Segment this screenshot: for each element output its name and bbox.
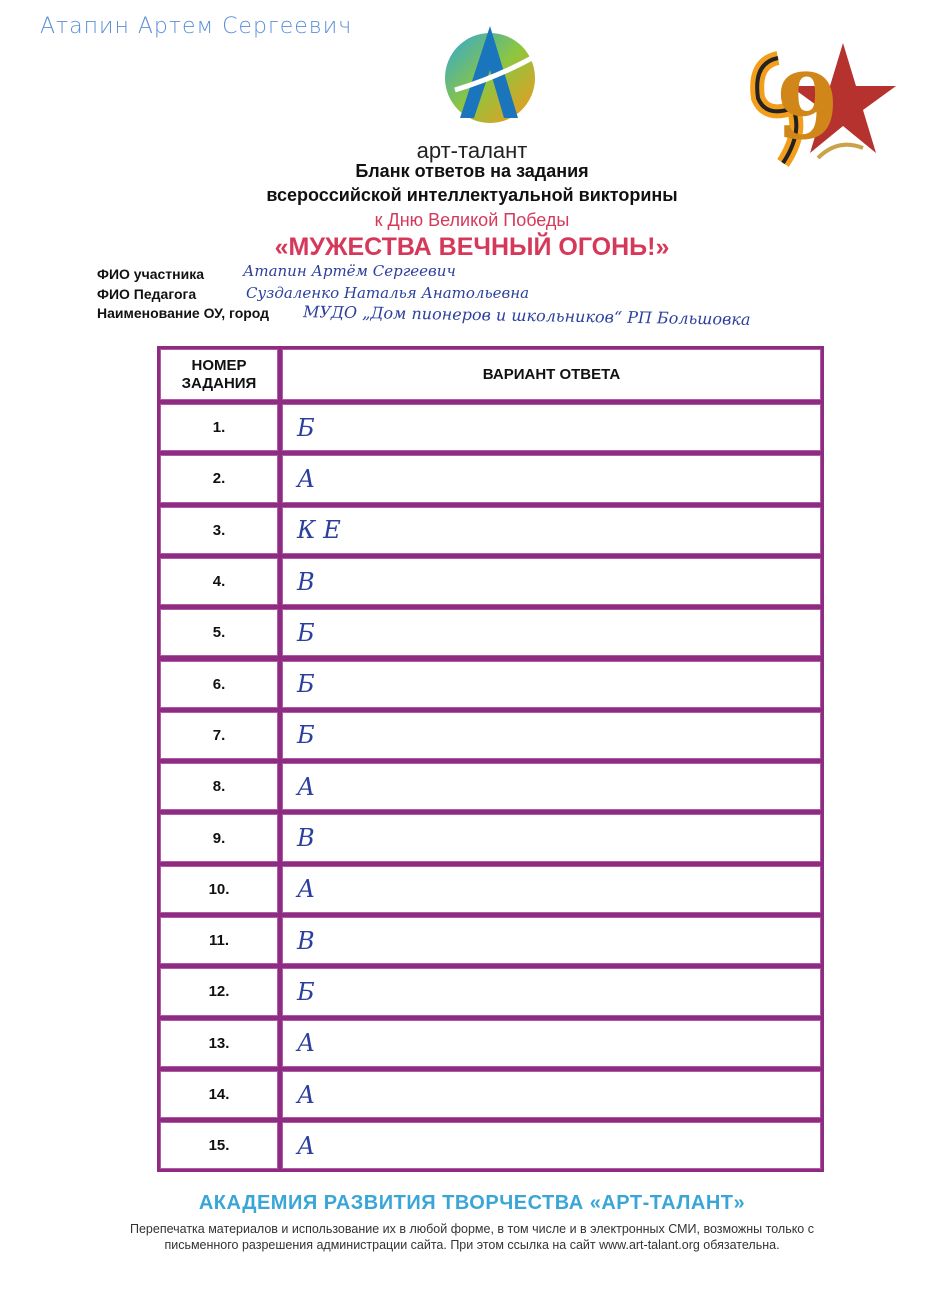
task-number: 1. [160,404,278,451]
footer-title: АКАДЕМИЯ РАЗВИТИЯ ТВОРЧЕСТВА «АРТ-ТАЛАНТ» [198,1192,746,1214]
task-number: 7. [160,712,278,759]
task-number: 6. [160,661,278,708]
student-label: ФИО участника [97,266,204,282]
column-header-number: НОМЕР ЗАДАНИЯ [160,349,278,400]
task-number: 8. [160,763,278,810]
column-header-answer: ВАРИАНТ ОТВЕТА [282,349,821,400]
answer-cell[interactable]: А [282,1071,821,1118]
task-number: 5. [160,609,278,656]
task-number: 10. [160,866,278,913]
answer-cell[interactable]: А [282,1020,821,1067]
task-number: 4. [160,558,278,605]
answer-cell[interactable]: Б [282,609,821,656]
answer-cell[interactable]: А [282,763,821,810]
answer-cell[interactable]: А [282,1122,821,1169]
answer-cell[interactable]: А [282,455,821,502]
task-number: 14. [160,1071,278,1118]
task-number: 3. [160,507,278,554]
teacher-label: ФИО Педагога [97,286,197,302]
answer-cell[interactable]: Б [282,404,821,451]
answer-table [157,346,824,1172]
art-talant-logo [440,18,540,128]
answer-cell[interactable]: Б [282,661,821,708]
answer-cell[interactable]: В [282,917,821,964]
task-number: 12. [160,968,278,1015]
answer-cell[interactable]: А [282,866,821,913]
answer-cell[interactable]: В [282,814,821,861]
school-value[interactable]: МУДО „Дом пионеров и школьников“ РП Большовка [302,302,751,329]
task-number: 13. [160,1020,278,1067]
answer-cell[interactable]: Б [282,968,821,1015]
task-number: 11. [160,917,278,964]
handwritten-name-top: Атапин Артем Сергеевич [40,14,353,39]
task-number: 15. [160,1122,278,1169]
quiz-title: «МУЖЕСТВА ВЕЧНЫЙ ОГОНЬ!» [274,233,670,261]
title-line-3: к Дню Великой Победы [374,210,570,230]
answer-cell[interactable]: К Е [282,507,821,554]
answer-cell[interactable]: Б [282,712,821,759]
task-number: 2. [160,455,278,502]
emblem-number: 9 [776,54,839,160]
title-line-2: всероссийской интеллектуальной викторины [266,185,678,205]
brand-name: арт-талант [416,138,528,163]
teacher-value[interactable]: Суздаленко Наталья Анатольевна [246,284,530,302]
footer-note: Перепечатка материалов и использование их в любой форме, в том числе и в электронных СМИ, возможны только с письменного разрешения администрации сайта. При этом ссылка на сайт www.art-talant.org обязательна. [129,1222,814,1252]
task-number: 9. [160,814,278,861]
student-value[interactable]: Атапин Артём Сергеевич [243,262,456,280]
answer-cell[interactable]: В [282,558,821,605]
title-line-1: Бланк ответов на задания [355,161,589,181]
school-label: Наименование ОУ, город [97,305,270,321]
